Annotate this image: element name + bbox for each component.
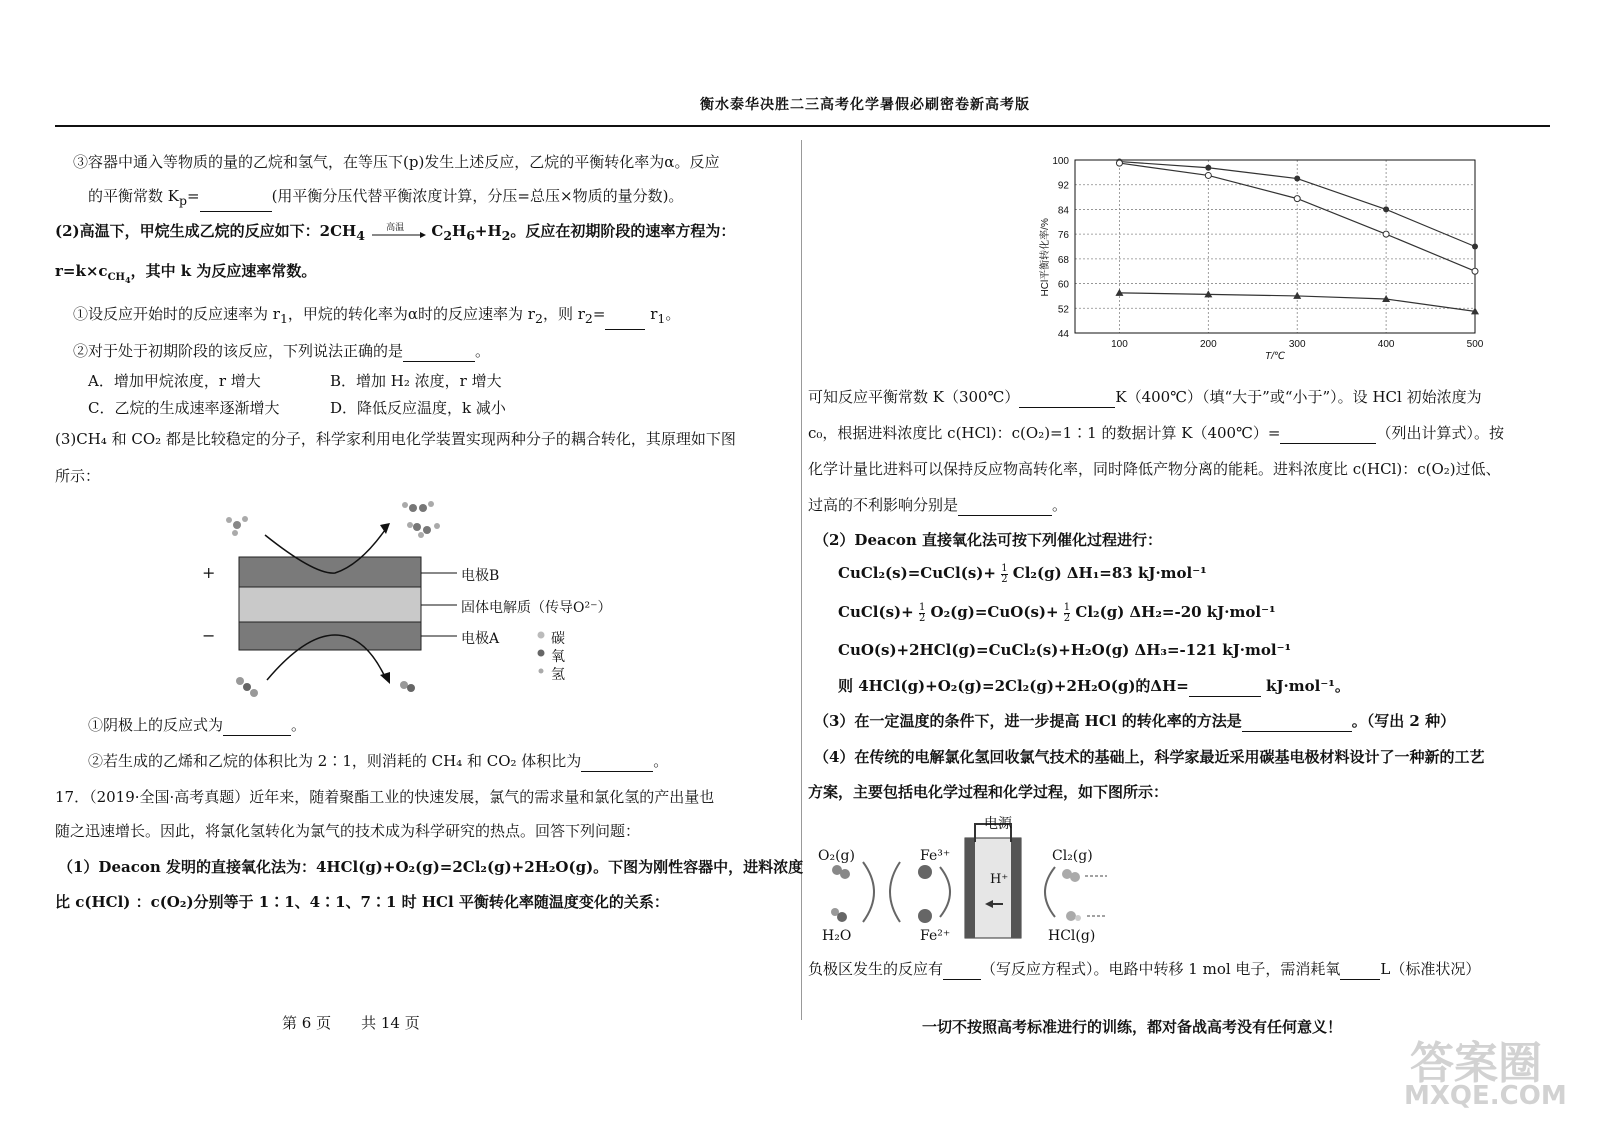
chart-xtick-label: 400	[1377, 339, 1395, 350]
label-h2o: H₂O	[822, 928, 852, 944]
chart-point	[1205, 165, 1211, 171]
option-b: B．增加 H₂ 浓度，r 增大	[330, 372, 502, 390]
chart-point	[1383, 231, 1389, 237]
chart-point	[1472, 268, 1478, 274]
chart-ytick-label: 84	[1057, 205, 1069, 217]
chart-xtick-label: 200	[1199, 339, 1217, 350]
chart-point	[1205, 172, 1211, 178]
page-number: 第 6 页 共 14 页	[282, 1014, 420, 1032]
q2-intro: (2)高温下，甲烷生成乙烷的反应如下：$2CH_4$ 高温 $C_2H_6+H_2$。反应在初期阶段的速率方程为：	[55, 222, 736, 243]
cycle-arrow-right	[940, 867, 950, 917]
r-line4: 过高的不利影响分别是 。	[808, 496, 1068, 514]
answer-blank[interactable]	[1242, 715, 1352, 732]
solid-electrolyte	[239, 587, 421, 622]
label-o2: O₂(g)	[818, 848, 855, 864]
legend-oxygen: 氧	[551, 649, 565, 665]
watermark-logo	[1398, 1025, 1588, 1120]
equation-2: CuCl(s)+ $\frac{1}{2}$ O₂(g)=CuO(s)+ $\frac{1}{2}$ Cl₂(g) ΔH₂=-20 kJ·mol⁻¹	[838, 601, 1276, 624]
answer-blank[interactable]	[1280, 427, 1376, 444]
fe3-ion-icon	[918, 865, 932, 879]
equation-3: CuO(s)+2HCl(g)=CuCl₂(s)+H₂O(g) ΔH₃=-121 kJ·mol⁻¹	[838, 641, 1292, 659]
chart-ylabel: HCl平衡转化率/%	[1040, 218, 1051, 297]
chart-ytick-label: 44	[1057, 329, 1069, 340]
answer-blank[interactable]	[200, 195, 272, 212]
r-part4-line1: （4）在传统的电解氯化氢回收氯气技术的基础上，科学家最近采用碳基电极材料设计了一种新的工艺	[814, 748, 1485, 766]
cycle-arrow-mid	[890, 862, 900, 922]
chart-point	[1383, 206, 1389, 212]
column-divider	[801, 140, 802, 1020]
chart-ytick-label: 100	[1052, 156, 1069, 167]
answer-blank[interactable]	[943, 963, 981, 980]
q2-sub1: ①设反应开始时的反应速率为 $r_1$，甲烷的转化率为α时的反应速率为 $r_2$，则 $r_2= r_1$。	[73, 303, 680, 330]
r-part2-title: （2）Deacon 直接氧化法可按下列催化过程进行：	[814, 531, 1162, 549]
label-hcl: HCl(g)	[1048, 928, 1096, 944]
answer-blank[interactable]	[1340, 963, 1380, 980]
hydrogen-legend-dot	[539, 669, 544, 674]
chart-point	[1472, 244, 1478, 250]
chart-ytick-label: 60	[1057, 279, 1069, 291]
chart-ytick-label: 76	[1057, 230, 1069, 242]
fe2-ion-icon	[918, 909, 932, 923]
label-power: 电源	[984, 816, 1012, 832]
q3-intro: (3)CH₄ 和 CO₂ 都是比较稳定的分子，科学家利用电化学装置实现两种分子的耦合转化，其原理如下图	[55, 430, 736, 448]
q2-sub2: ②对于处于初期阶段的该反应，下列说法正确的是 。	[73, 342, 491, 360]
legend-carbon: 碳	[551, 631, 565, 647]
overall-enthalpy-line: 则 4HCl(g)+O₂(g)=2Cl₂(g)+2H₂O(g)的ΔH= kJ·mol⁻¹。	[838, 677, 1350, 695]
answer-blank[interactable]	[223, 719, 291, 736]
q17-part1-line2: 比 c(HCl) ：c(O₂)分别等于 1∶1、4∶1、7∶1 时 HCl 平衡转化率随温度变化的关系：	[55, 893, 669, 911]
answer-blank[interactable]	[958, 499, 1052, 516]
minus-terminal: −	[202, 626, 216, 645]
answer-blank[interactable]	[581, 755, 653, 772]
hcl-conversion-chart	[1030, 148, 1500, 363]
fraction-one-half: $\frac{1}{2}$	[1063, 601, 1071, 624]
fraction-one-half: $\frac{1}{2}$	[1001, 562, 1008, 585]
chart-ytick-label: 92	[1057, 180, 1069, 192]
r-part4-line2: 方案，主要包括电化学过程和化学过程，如下图所示：	[808, 783, 1169, 801]
ethylene-ethane-molecules-icon	[402, 501, 440, 538]
reaction-arrow-icon: 高温	[370, 225, 426, 239]
r-final-question: 负极区发生的反应有 （写反应方程式）。电路中转移 1 mol 电子，需消耗氧 L（标准状况）	[808, 960, 1481, 978]
label-fe2: Fe²⁺	[920, 928, 951, 944]
electrode-b	[239, 557, 421, 587]
label-electrode-b: 电极B	[461, 568, 500, 584]
label-hplus: H⁺	[990, 872, 1009, 887]
answer-blank[interactable]	[403, 345, 475, 362]
q3-intro-2: 所示：	[55, 467, 101, 485]
chart-ytick-label: 52	[1057, 304, 1069, 316]
q-part3-line2: 的平衡常数 $K_p=$ (用平衡分压代替平衡浓度计算，分压=总压×物质的量分数)。	[88, 185, 683, 212]
answer-blank[interactable]	[605, 313, 645, 330]
answer-blank[interactable]	[1019, 391, 1115, 408]
arrowhead-icon	[380, 523, 390, 534]
co-molecule-icon	[400, 681, 415, 692]
legend-hydrogen: 氢	[551, 667, 565, 683]
r-line2: c₀，根据进料浓度比 c(HCl)：c(O₂)=1∶1 的数据计算 K（400℃）= （列出计算式）。按	[808, 424, 1504, 442]
cycle-arrow-left	[863, 862, 874, 922]
rate-equation: $r=k\times c_{CH_4}$，其中 k 为反应速率常数。	[55, 262, 317, 285]
label-fe3: Fe³⁺	[920, 848, 951, 864]
co2-molecule-icon	[236, 677, 258, 697]
chart-xlabel: T/℃	[1265, 351, 1286, 362]
answer-blank[interactable]	[1189, 680, 1261, 697]
watermark-text: 答案圈	[1410, 1038, 1542, 1089]
equation-1: CuCl₂(s)=CuCl(s)+ $\frac{1}{2}$ Cl₂(g) ΔH₁=83 kJ·mol⁻¹	[838, 562, 1207, 585]
watermark-url: MXQE.COM	[1404, 1081, 1567, 1111]
q3-sub2: ②若生成的乙烯和乙烷的体积比为 2∶1，则消耗的 CH₄ 和 CO₂ 体积比为 。	[88, 752, 669, 770]
chart-point	[1294, 196, 1300, 202]
label-electrode-a: 电极A	[461, 631, 500, 647]
q-part3-line1: ③容器中通入等物质的量的乙烷和氢气，在等压下(p)发生上述反应，乙烷的平衡转化率为α。反应	[73, 153, 720, 171]
hcl-molecule-icon	[1066, 911, 1076, 921]
q17-line2: 随之迅速增长。因此，将氯化氢转化为氯气的技术成为科学研究的热点。回答下列问题：	[55, 822, 641, 840]
option-c: C．乙烷的生成速率逐渐增大	[88, 399, 280, 417]
chart-ytick-label: 68	[1057, 254, 1069, 266]
methane-molecule-icon	[226, 516, 248, 536]
header-divider	[55, 125, 1550, 127]
q3-sub1: ①阴极上的反应式为 。	[88, 716, 307, 734]
left-electrode	[965, 838, 975, 938]
footer-slogan: 一切不按照高考标准进行的训练，都对备战高考没有任何意义！	[922, 1018, 1343, 1036]
label-cl2: Cl₂(g)	[1052, 848, 1093, 864]
q17-part1-line1: （1）Deacon 发明的直接氧化法为：4HCl(g)+O₂(g)=2Cl₂(g)+2H₂O(g)。下图为刚性容器中，进料浓度	[58, 858, 804, 876]
carbon-legend-dot	[538, 632, 545, 639]
chart-point	[1294, 176, 1300, 182]
plus-terminal: +	[202, 563, 216, 582]
chart-xtick-label: 100	[1111, 339, 1128, 350]
option-d: D．降低反应温度，k 减小	[330, 399, 506, 417]
header-title: 衡水泰华决胜二三高考化学暑假必刷密卷新高考版	[700, 97, 1030, 113]
fraction-one-half: $\frac{1}{2}$	[918, 601, 926, 624]
right-electrode	[1011, 838, 1021, 938]
oxygen-legend-dot	[538, 650, 545, 657]
r-line3: 化学计量比进料可以保持反应物高转化率，同时降低产物分离的能耗。进料浓度比 c(HCl)：c(O₂)过低、	[808, 460, 1501, 478]
label-electrolyte: 固体电解质（传导O²⁻）	[461, 600, 612, 616]
arrowhead-icon	[380, 672, 390, 684]
chart-xtick-label: 500	[1466, 339, 1484, 350]
r-line1: 可知反应平衡常数 K（300℃） K（400℃）（填“大于”或“小于”）。设 HCl 初始浓度为	[808, 388, 1482, 406]
q17-line1: 17．（2019·全国·高考真题）近年来，随着聚酯工业的快速发展，氯气的需求量和氯化氢的产出量也	[55, 788, 715, 806]
r-part3: （3）在一定温度的条件下，进一步提高 HCl 的转化率的方法是 。（写出 2 种）	[814, 712, 1456, 730]
cycle-arrow-anode	[1045, 867, 1055, 917]
option-a: A．增加甲烷浓度，r 增大	[88, 372, 261, 390]
chart-point	[1116, 160, 1122, 166]
chart-xtick-label: 300	[1288, 339, 1306, 350]
